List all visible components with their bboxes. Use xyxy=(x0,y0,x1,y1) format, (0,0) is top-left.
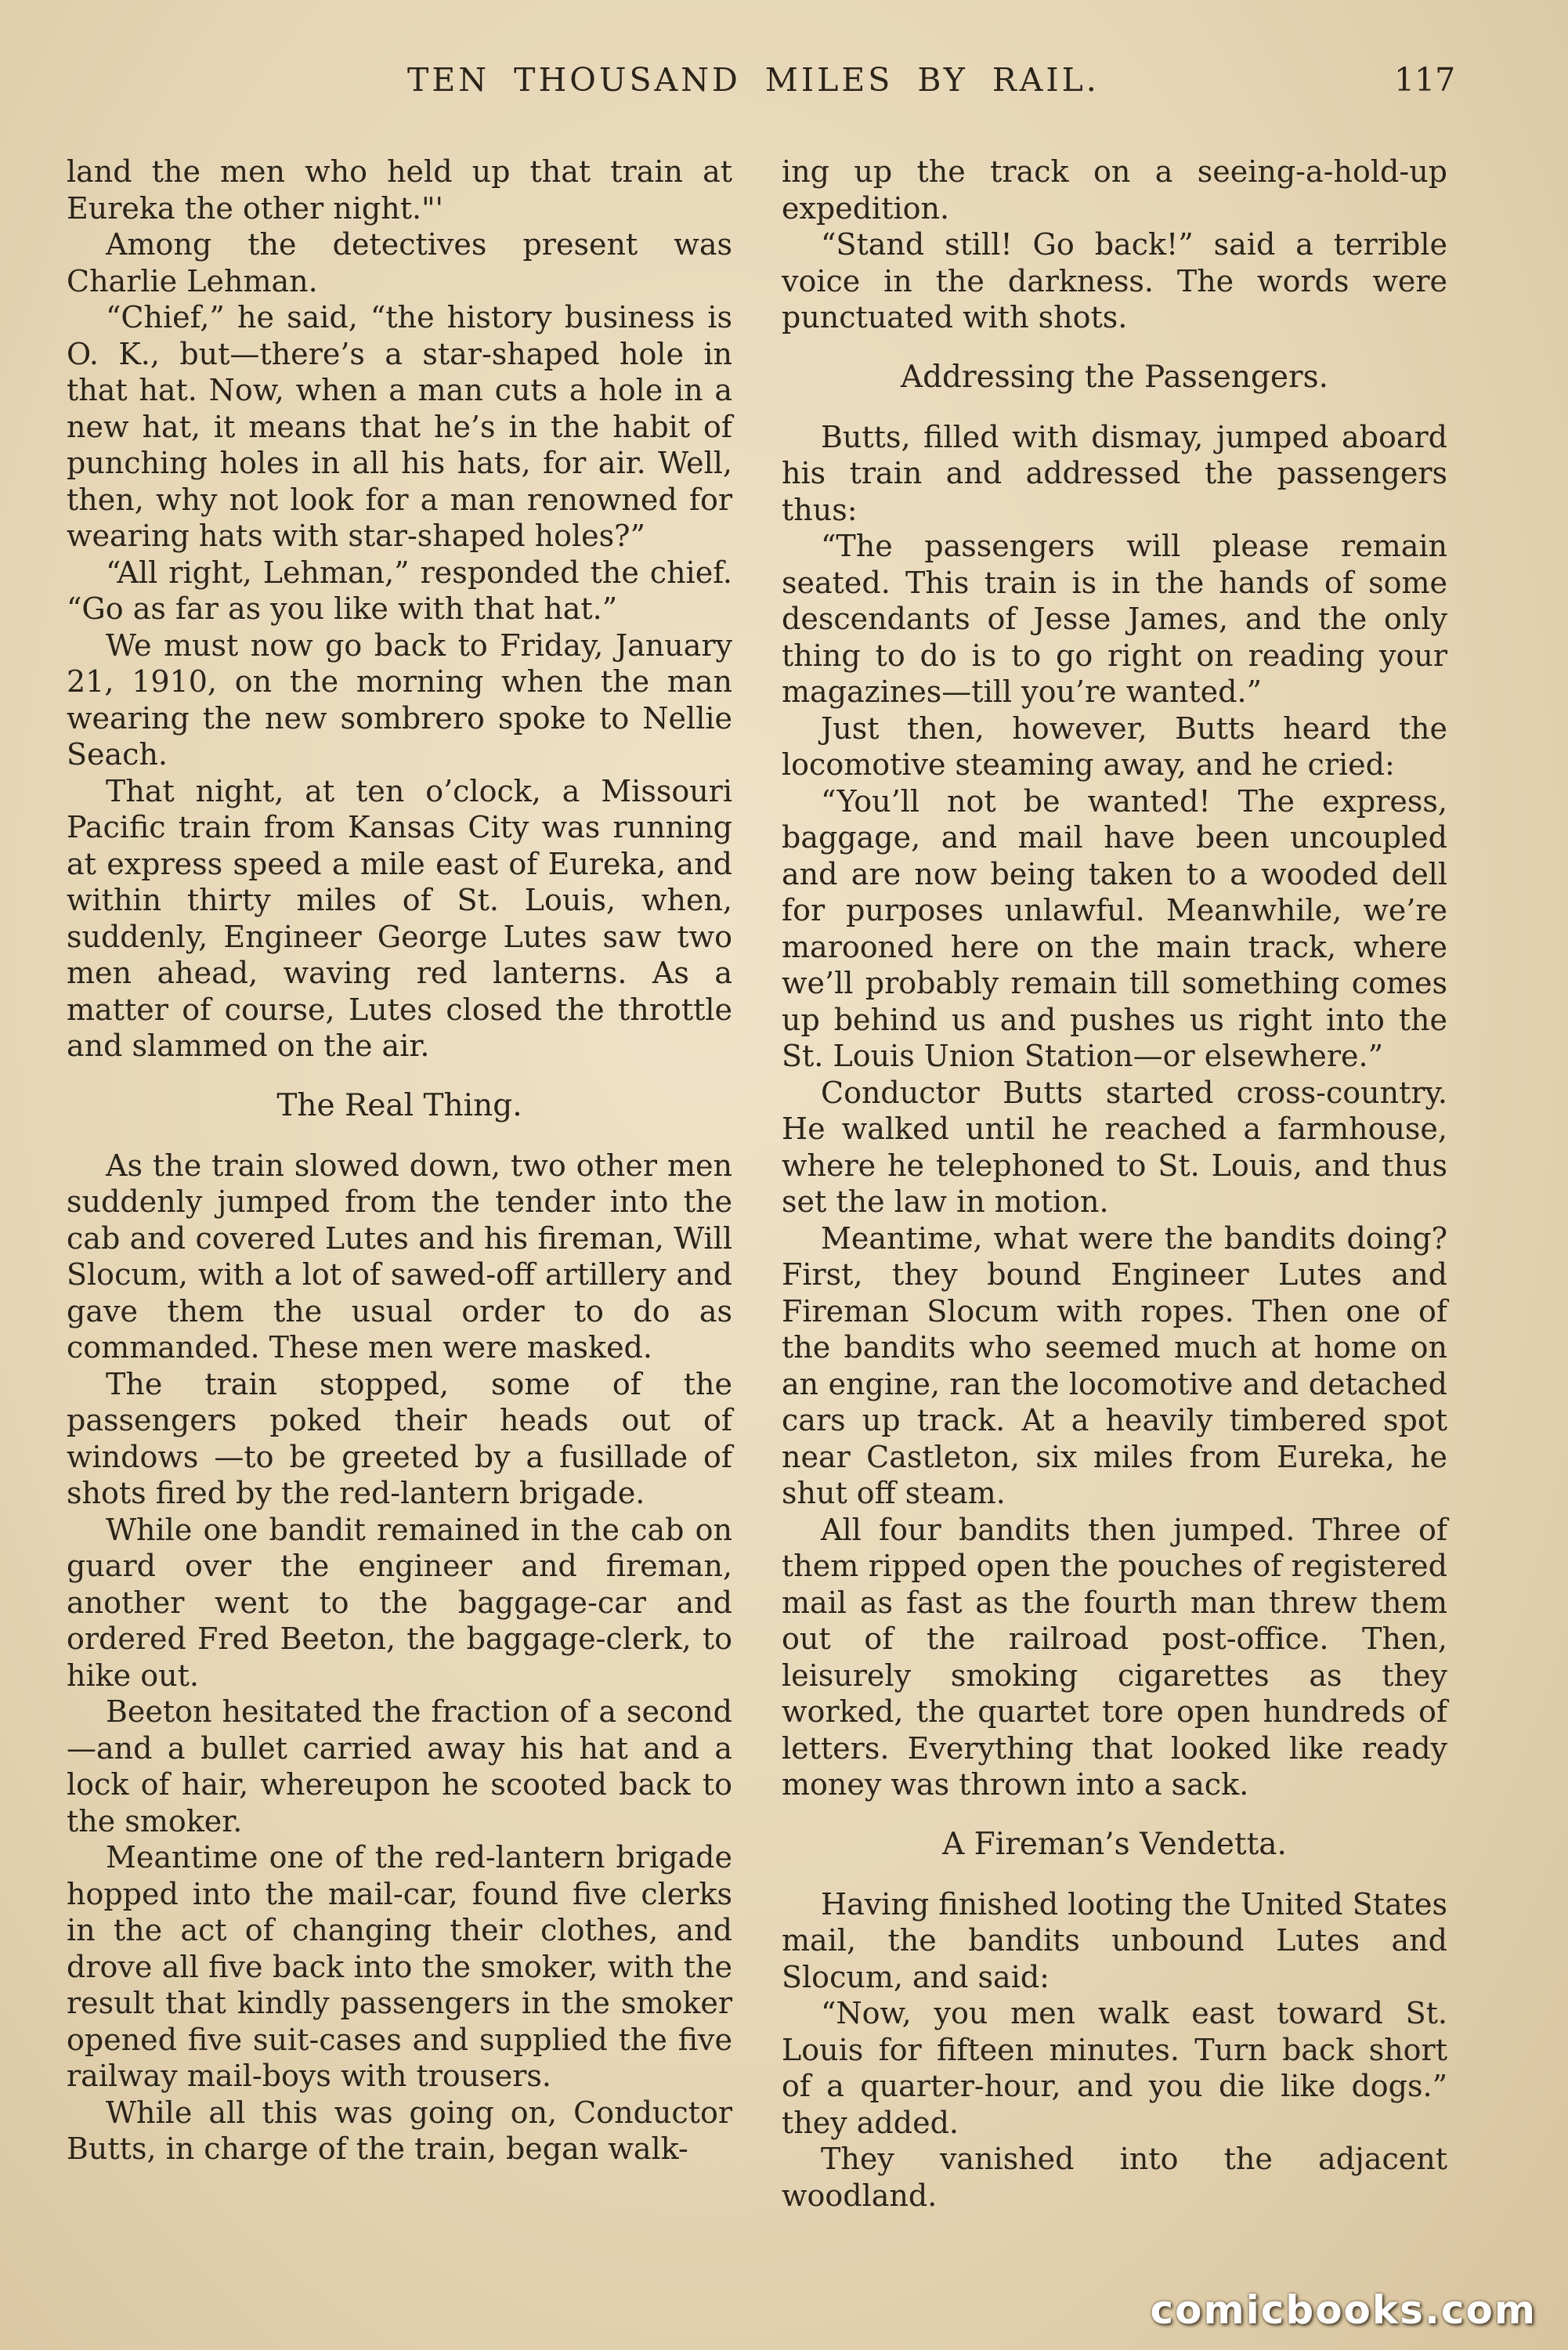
paragraph: ing up the track on a seeing-a-hold-up expedition. xyxy=(782,154,1447,226)
paragraph: We must now go back to Friday, January 21, 1910, on the morning when the man wearing the new sombrero spoke to Nellie Seach. xyxy=(67,627,732,772)
paragraph: “Now, you men walk east toward St. Louis for fifteen minutes. Turn back short of a quarter-hour, and you die like dogs.” they added. xyxy=(782,1996,1447,2140)
paragraph: Having finished looting the United States mail, the bandits unbound Lutes and Slocum, and said: xyxy=(782,1886,1447,1994)
paragraph: All four bandits then jumped. Three of them ripped open the pouches of registered mail as fast as the fourth man threw them out of the railroad post-office. Then, leisurely smoking cigarettes as they worked, the quartet tore open hundreds of letters. Everything that looked like ready money was thrown into a sack. xyxy=(782,1512,1447,1802)
paragraph: While one bandit remained in the cab on guard over the engineer and fireman, another went to the baggage-car and ordered Fred Beeton, the baggage-clerk, to hike out. xyxy=(67,1512,732,1693)
running-title: TEN THOUSAND MILES BY RAIL. xyxy=(407,61,1100,99)
paragraph: While all this was going on, Conductor Butts, in charge of the train, began walk- xyxy=(67,2095,732,2166)
right-column xyxy=(782,154,1447,2214)
paragraph: Just then, however, Butts heard the locomotive steaming away, and he cried: xyxy=(782,710,1447,782)
paragraph: “You’ll not be wanted! The express, baggage, and mail have been uncoupled and are now being taken to a wooded dell for purposes unlawful. Meanwhile, we’re marooned here on the main track, where we’ll probably remain till something comes up behind us and pushes us right into the St. Louis Union Station—or elsewhere.” xyxy=(782,783,1447,1073)
paragraph: Beeton hesitated the fraction of a second —and a bullet carried away his hat and a lock of hair, whereupon he scooted back to the smoker. xyxy=(67,1694,732,1838)
paragraph: That night, at ten o’clock, a Missouri Pacific train from Kansas City was running at express speed a mile east of Eureka, and within thirty miles of St. Louis, when, suddenly, Engineer George Lutes saw two men ahead, waving red lanterns. As a matter of course, Lutes closed the throttle and slammed on the air. xyxy=(67,773,732,1063)
paragraph: “Stand still! Go back!” said a terrible voice in the darkness. The words were punctuated with shots. xyxy=(782,227,1447,334)
paragraph: Conductor Butts started cross-country. He walked until he reached a farmhouse, where he telephoned to St. Louis, and thus set the law in motion. xyxy=(782,1075,1447,1219)
paragraph: Butts, filled with dismay, jumped aboard his train and addressed the passengers thus: xyxy=(782,419,1447,527)
paragraph: Meantime, what were the bandits doing? First, they bound Engineer Lutes and Fireman Slocum with ropes. Then one of the bandits who seemed much at home on an engine, ran the locomotive and detached cars up track. At a heavily timbered spot near Castleton, six miles from Eureka, he shut off steam. xyxy=(782,1220,1447,1510)
paragraph: The train stopped, some of the passengers poked their heads out of windows —to be greeted by a fusillade of shots fired by the red-lantern brigade. xyxy=(67,1366,732,1510)
section-heading: A Fireman’s Vendetta. xyxy=(942,1826,1287,1862)
paragraph: They vanished into the adjacent woodland. xyxy=(782,2142,1447,2213)
paragraph: Among the detectives present was Charlie Lehman. xyxy=(67,227,732,298)
paragraph: “The passengers will please remain seated. This train is in the hands of some descendants of Jesse James, and the only thing to do is to go right on reading your magazines—till you’re wanted.” xyxy=(782,529,1447,709)
paragraph: As the train slowed down, two other men suddenly jumped from the tender into the cab and covered Lutes and his fireman, Will Slocum, with a lot of sawed-off artillery and gave them the usual order to do as commanded. These men were masked. xyxy=(67,1148,732,1365)
page-number: 117 xyxy=(1394,61,1456,99)
paragraph: “All right, Lehman,” responded the chief. “Go as far as you like with that hat.” xyxy=(67,555,732,626)
paragraph: Meantime one of the red-lantern brigade hopped into the mail-car, found five clerks in the act of changing their clothes, and drove all five back into the smoker, with the result that kindly passengers in the smoker opened five suit-cases and supplied the five railway mail-boys with trousers. xyxy=(67,1840,732,2093)
section-heading: The Real Thing. xyxy=(276,1087,522,1123)
page-header xyxy=(0,61,1568,116)
section-heading: Addressing the Passengers. xyxy=(900,359,1329,395)
left-column xyxy=(67,154,732,2167)
site-watermark: comicbooks.com xyxy=(1150,2287,1537,2333)
paragraph: land the men who held up that train at Eureka the other night."' xyxy=(67,154,732,226)
paragraph: “Chief,” he said, “the history business is O. K., but—there’s a star-shaped hole in that hat. Now, when a man cuts a hole in a new hat, it means that he’s in the habit of punching holes in all his hats, for air. Well, then, why not look for a man renowned for wearing hats with star-shaped holes?” xyxy=(67,300,732,553)
